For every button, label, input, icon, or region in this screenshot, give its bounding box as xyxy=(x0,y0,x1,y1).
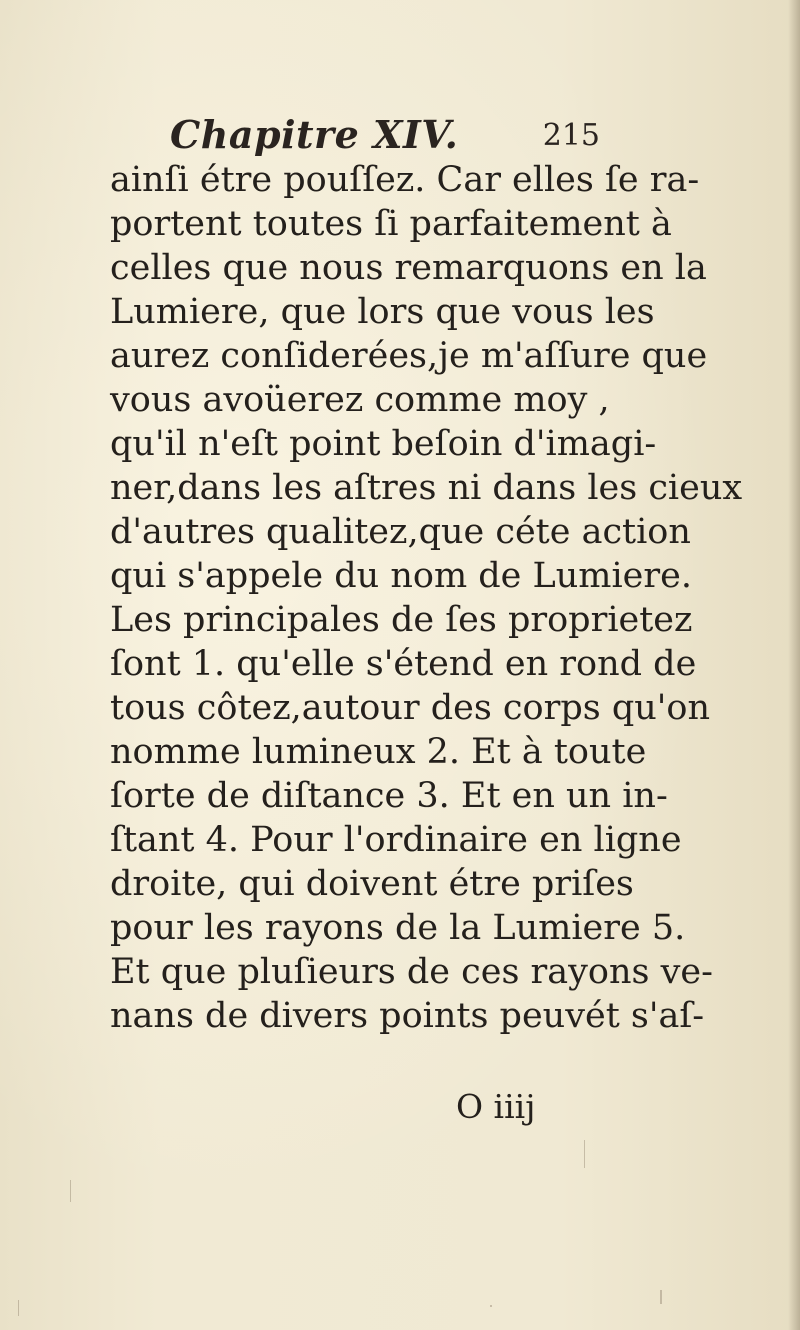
text-line: ſtant 4. Pour l'ordinaire en ligne xyxy=(110,820,682,860)
page-edge-shadow xyxy=(788,0,800,1330)
chapter-title: Chapitre XIV. xyxy=(170,112,459,157)
paper-speck xyxy=(70,1180,71,1202)
text-line: ner,dans les aſtres ni dans les cieux xyxy=(110,468,743,508)
page-number: 215 xyxy=(542,118,600,153)
text-line: Et que pluſieurs de ces rayons ve- xyxy=(110,952,713,992)
running-head xyxy=(170,112,600,162)
text-line: droite, qui doivent étre priſes xyxy=(110,864,634,904)
paper-speck xyxy=(660,1290,662,1304)
text-line: ſont 1. qu'elle s'étend en rond de xyxy=(110,644,697,684)
paper-speck xyxy=(490,1305,492,1307)
text-line: nans de divers points peuvét s'aſ- xyxy=(110,996,705,1036)
text-line: pour les rayons de la Lumiere 5. xyxy=(110,908,686,948)
body-text xyxy=(110,158,743,1038)
paper-speck xyxy=(584,1140,585,1168)
text-line: Lumiere, que lors que vous les xyxy=(110,292,655,332)
text-line: qui s'appele du nom de Lumiere. xyxy=(110,556,692,596)
text-line: aurez conſiderées,je m'aſſure que xyxy=(110,336,708,376)
text-line: qu'il n'eſt point beſoin d'imagi- xyxy=(110,424,657,464)
text-line: Les principales de ſes proprietez xyxy=(110,600,693,640)
text-line: portent toutes ſi parfaitement à xyxy=(110,204,672,244)
text-line: nomme lumineux 2. Et à toute xyxy=(110,732,647,772)
text-line: vous avoüerez comme moy , xyxy=(110,380,610,420)
text-line: ſorte de diſtance 3. Et en un in- xyxy=(110,776,668,816)
text-line: ainſi étre pouſſez. Car elles ſe ra- xyxy=(110,160,700,200)
signature-mark: O iiij xyxy=(456,1087,536,1126)
text-line: celles que nous remarquons en la xyxy=(110,248,707,288)
paper-speck xyxy=(18,1300,19,1316)
text-line: d'autres qualitez,que céte action xyxy=(110,512,691,552)
text-line: tous côtez,autour des corps qu'on xyxy=(110,688,711,728)
